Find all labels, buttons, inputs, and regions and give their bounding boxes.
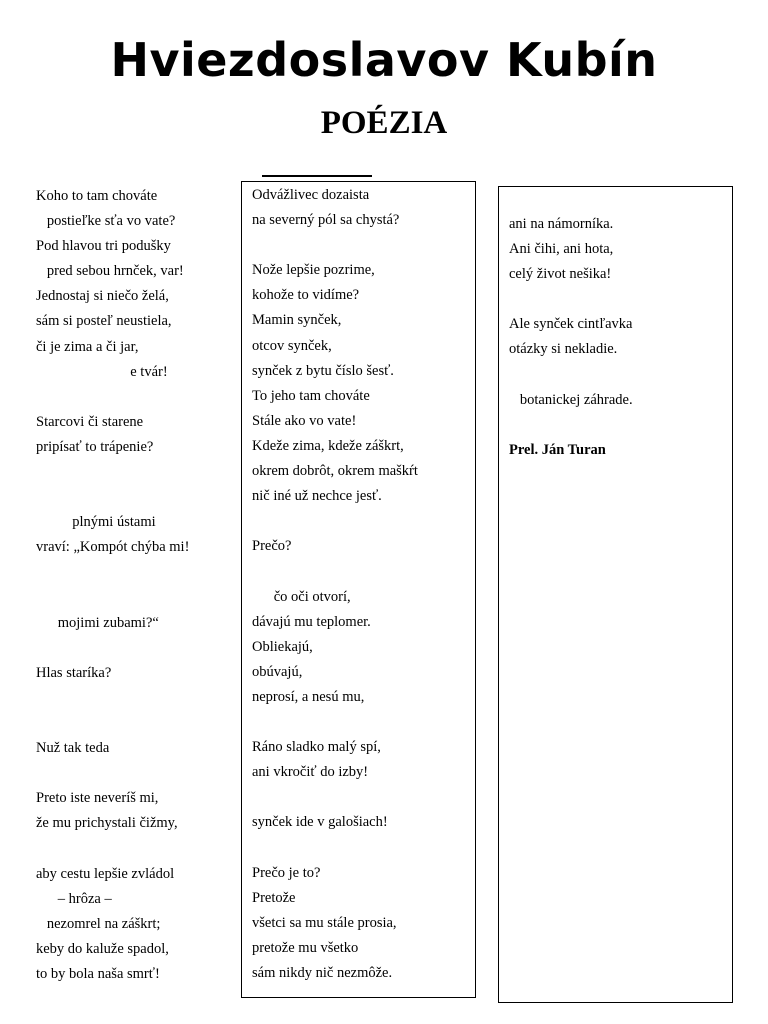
- poem-line: [36, 836, 236, 861]
- poem-line: postieľke sťa vo vate?: [36, 213, 176, 230]
- poem-line: Stále ako vo vate!: [252, 412, 357, 429]
- poem-line: mojimi zubami?“: [36, 614, 159, 631]
- poem-line: sám si posteľ neustiela,: [36, 313, 172, 330]
- poem-line: [36, 586, 236, 611]
- poem-line: Kdeže zima, kdeže záškrt,: [252, 437, 404, 454]
- translator-signature: Prel. Ján Turan: [509, 441, 606, 458]
- poem-line: neprosí, a nesú mu,: [252, 688, 365, 705]
- poem-line: ani vkročiť do izby!: [252, 764, 369, 781]
- page-title: Hviezdoslavov Kubín: [110, 33, 658, 87]
- poem-line: to by bola naša smrť!: [36, 965, 160, 982]
- poem-line: Mamin synček,: [252, 312, 342, 329]
- poem-column-middle-box: [241, 181, 476, 998]
- poem-line: [252, 559, 475, 584]
- poem-line: [252, 710, 475, 735]
- poem-line: ani na námorníka.: [509, 216, 614, 232]
- poem-line: dávajú mu teplomer.: [252, 613, 371, 630]
- poem-line: otcov synček,: [252, 337, 332, 354]
- poem-line: – hrôza –: [36, 890, 112, 907]
- poem-line: keby do kaluže spadol,: [36, 940, 169, 957]
- poem-line: [36, 460, 236, 485]
- poem-line: že mu prichystali čižmy,: [36, 815, 178, 832]
- poem-line: sám nikdy nič nezmôže.: [252, 964, 393, 981]
- poem-line: Hlas staríka?: [36, 664, 112, 681]
- poem-line: aby cestu lepšie zvládol: [36, 865, 175, 882]
- poem-line: Prečo?: [252, 538, 292, 555]
- poem-line: Jednostaj si niečo želá,: [36, 288, 169, 305]
- poem-line: [36, 560, 236, 585]
- poem-line: [252, 233, 475, 258]
- poem-line: pripísať to trápenie?: [36, 438, 154, 455]
- poem-line: Odvážlivec dozaista: [252, 187, 370, 203]
- poem-line: okrem dobrôt, okrem maškŕt: [252, 463, 418, 480]
- poem-line: pred sebou hrnček, var!: [36, 263, 184, 280]
- poem-line: celý život nešika!: [509, 266, 612, 283]
- poem-line: na severný pól sa chystá?: [252, 212, 400, 229]
- poem-line: [36, 385, 236, 410]
- poem-line: Ráno sladko malý spí,: [252, 739, 381, 756]
- poem-line: Starcovi či starene: [36, 413, 144, 430]
- poem-line: čo oči otvorí,: [252, 588, 351, 605]
- poem-line: [36, 636, 236, 661]
- poem-line: botanickej záhrade.: [509, 391, 633, 408]
- poem-line: [252, 835, 475, 860]
- poem-line: [36, 485, 236, 510]
- poem-line: Pod hlavou tri podušky: [36, 238, 171, 255]
- poem-line: [509, 287, 732, 312]
- poem-line: [252, 509, 475, 534]
- poem-line: e tvár!: [36, 363, 168, 380]
- title-underline: [262, 175, 372, 177]
- poem-column-left: [36, 184, 236, 987]
- poem-line: Ale synček cintľavka: [509, 316, 633, 333]
- poem-line: Obliekajú,: [252, 638, 313, 655]
- poem-line: plnými ústami: [36, 514, 156, 531]
- poem-line: Preto iste neveríš mi,: [36, 790, 159, 807]
- poem-line: Nuž tak teda: [36, 740, 110, 757]
- poem-line: [509, 413, 732, 438]
- poem-line: Pretože: [252, 889, 296, 906]
- poem-line: [36, 761, 236, 786]
- poem-line: Koho to tam chováte: [36, 188, 158, 204]
- poem-line: otázky si nekladie.: [509, 341, 618, 358]
- poem-column-right-box: [498, 186, 733, 1003]
- poem-line: nezomrel na záškrt;: [36, 915, 161, 932]
- poem-line: všetci sa mu stále prosia,: [252, 914, 397, 931]
- poem-line: [509, 363, 732, 388]
- section-subtitle: POÉZIA: [320, 105, 448, 141]
- poem-line: či je zima a či jar,: [36, 338, 139, 355]
- poem-line: [252, 785, 475, 810]
- poem-line: Ani čihi, ani hota,: [509, 241, 614, 258]
- poem-line: Prečo je to?: [252, 864, 321, 881]
- poem-line: obúvajú,: [252, 663, 303, 680]
- poem-line: [36, 711, 236, 736]
- poem-line: synček z bytu číslo šesť.: [252, 362, 394, 379]
- poem-line: [36, 686, 236, 711]
- poem-line: kohože to vidíme?: [252, 287, 360, 304]
- poem-line: nič iné už nechce jesť.: [252, 488, 382, 505]
- poem-line: To jeho tam chováte: [252, 387, 370, 404]
- poem-line: pretože mu všetko: [252, 939, 359, 956]
- poem-line: vraví: „Kompót chýba mi!: [36, 539, 190, 556]
- poem-line: synček ide v galošiach!: [252, 814, 388, 831]
- poem-line: Nože lepšie pozrime,: [252, 262, 375, 279]
